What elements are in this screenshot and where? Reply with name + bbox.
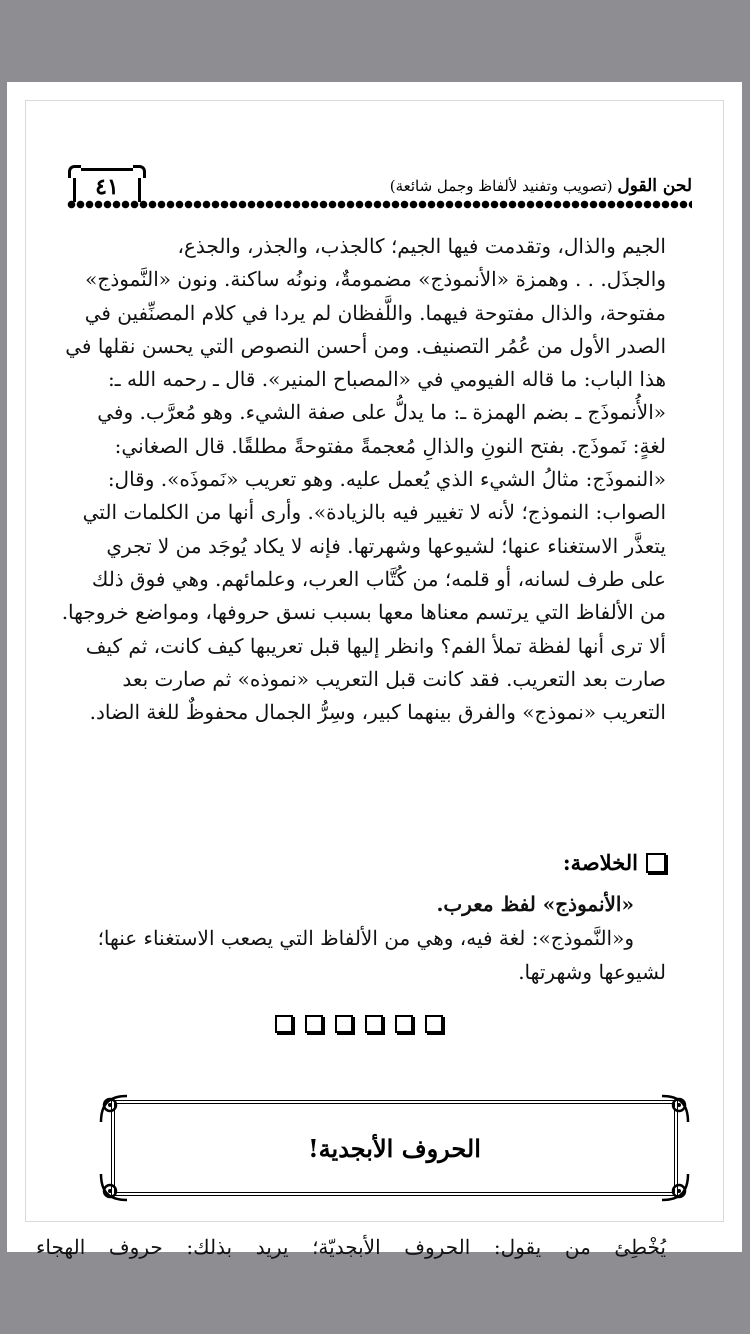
square-ornament-icon: [395, 1015, 413, 1033]
body-line: «الأُنموذَج ـ بضم الهمزة ـ: ما يدلُّ على صفة الشيء. وهو مُعرَّب. وفي: [97, 400, 666, 425]
page-number: ٤١: [73, 168, 141, 202]
body-line: والجذَل. . . وهمزة «الأنموذج» مضمومةٌ، ونونُه ساكنة. ونون «النَّموذج»: [85, 267, 666, 292]
body-line: يتعذَّر الاستغناء عنها؛ لشيوعها وشهرتها. فإنه لا يكاد يُوجَد من لا تجري: [106, 533, 666, 558]
summary-line: لشيوعها وشهرتها.: [518, 960, 666, 984]
summary-heading-text: الخلاصة:: [562, 850, 638, 875]
summary-heading: [563, 850, 666, 875]
summary-line: «الأنموذج» لفظ معرب.: [436, 892, 634, 916]
body-line: على طرف لسانه، أو قلمه؛ من كُتَّاب العرب، وعلمائهم. وهي فوق ذلك: [91, 566, 666, 591]
book-page: [7, 82, 742, 1259]
body-line: مفتوحة، والذال مفتوحة فيهما. واللَّفظان لم يردا في كلام المصنِّفين في: [84, 300, 666, 325]
frame-corner-ornament-icon: [97, 1092, 131, 1126]
book-title: لحن القول: [617, 176, 692, 196]
body-line: هذا الباب: ما قاله الفيومي في «المصباح المنير». قال ـ رحمه الله ـ:: [108, 367, 666, 392]
section-title-frame: [97, 1092, 692, 1204]
square-ornament-icon: [365, 1015, 383, 1033]
running-title: [390, 176, 692, 196]
body-line: صارت بعد التعريب. فقد كانت قبل التعريب «نموذه» ثم صارت بعد: [122, 666, 666, 691]
square-bullet-icon: [646, 853, 666, 873]
section-title: الحروف الأبجدية!: [308, 1134, 481, 1163]
header-bead-rule: [67, 200, 692, 209]
body-line: لغةٍ: نَموذَج. بفتح النونِ والذالِ مُعجمةً مفتوحةً مطلقًا. قال الصغاني:: [114, 433, 666, 458]
square-ornament-icon: [305, 1015, 323, 1033]
section-first-line: يُخْطِئ من يقول: الحروف الأبجديّة؛ يريد بذلك: حروف الهجاء: [36, 1235, 666, 1259]
square-ornament-icon: [275, 1015, 293, 1033]
frame-corner-ornament-icon: [658, 1092, 692, 1126]
body-line: الجيم والذال، وتقدمت فيها الجيم؛ كالجذب، والجذر، والجذع،: [177, 234, 666, 258]
page-header: [67, 168, 692, 208]
body-paragraph: [60, 230, 666, 729]
body-line: «النموذَج: مثالُ الشيء الذي يُعمل عليه. وهو تعريب «نَموذَه». وقال:: [107, 467, 666, 492]
square-ornament-icon: [335, 1015, 353, 1033]
summary-line: و«النَّموذج»: لغة فيه، وهي من الألفاظ التي يصعب الاستغناء عنها؛: [97, 926, 634, 950]
body-line: من الألفاظ التي يرتسم معناها معها بسبب نسق حروفها، ومواضع خروجها.: [61, 600, 666, 625]
book-subtitle: (تصويب وتفنيد لألفاظ وجمل شائعة): [389, 177, 613, 195]
frame-corner-ornament-icon: [97, 1170, 131, 1204]
section-divider-ornament: [275, 1015, 443, 1033]
square-ornament-icon: [425, 1015, 443, 1033]
body-line: التعريب «نموذج» والفرق بينهما كبير، وسِرُّ الجمال محفوظٌ للغة الضاد.: [89, 700, 666, 725]
body-line: ألا ترى أنها لفظة تملأ الفم؟ وانظر إليها قبل تعريبها كيف كانت، ثم كيف: [85, 633, 666, 658]
body-line: الصدر الأول من عُمُر التصنيف. ومن أحسن النصوص التي يحسن نقلها في: [65, 333, 666, 358]
body-line: الصواب: النموذج؛ لأنه لا تغيير فيه بالزيادة». وأرى أنها من الكلمات التي: [82, 500, 666, 525]
summary-body: [66, 887, 666, 989]
frame-corner-ornament-icon: [658, 1170, 692, 1204]
